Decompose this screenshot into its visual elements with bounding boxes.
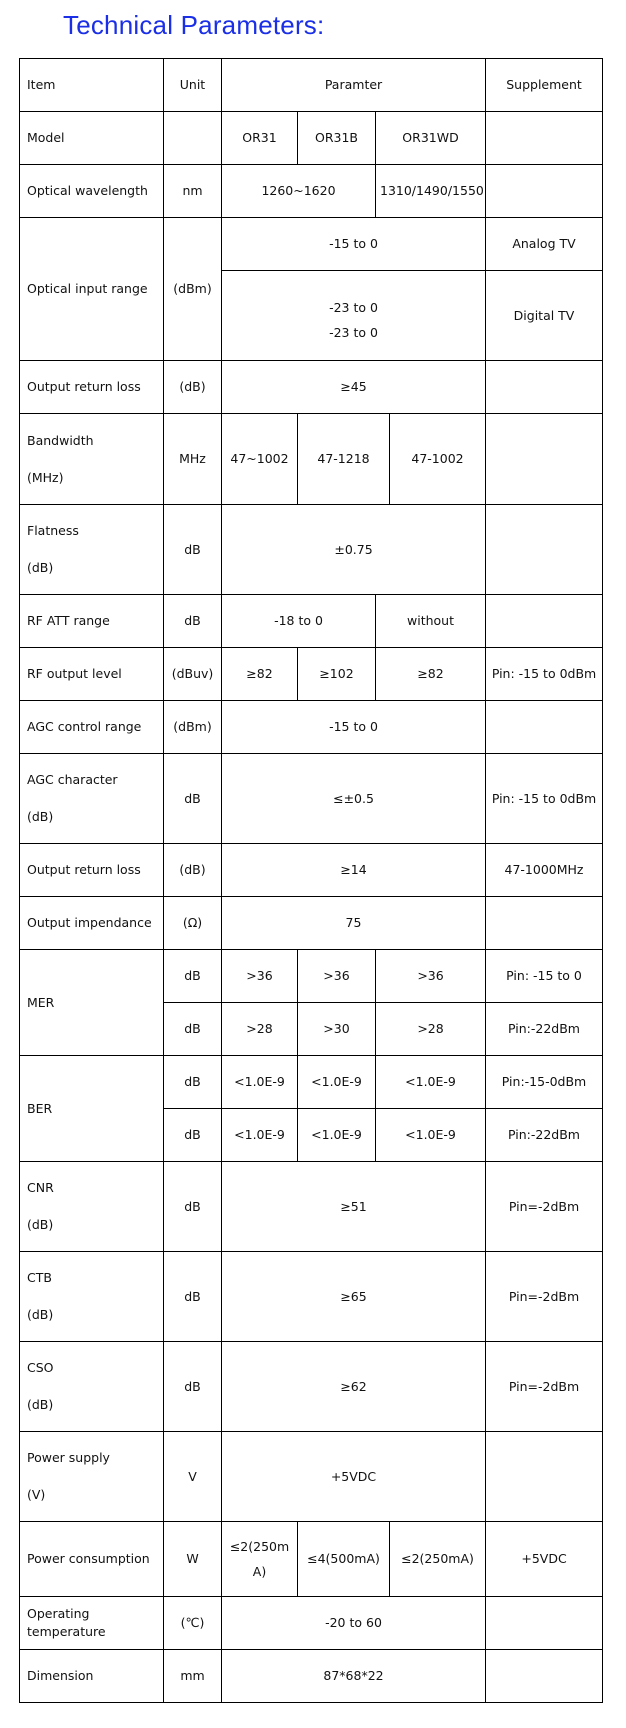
cso-unit: dB: [164, 1342, 222, 1432]
ctb-supplement: Pin=-2dBm: [486, 1252, 603, 1342]
ber-1-unit: dB: [164, 1056, 222, 1109]
ber-1-supplement: Pin:-15-0dBm: [486, 1056, 603, 1109]
header-supplement: Supplement: [486, 59, 603, 112]
flatness-supplement: [486, 505, 603, 595]
mer-1-value-1: >36: [222, 950, 298, 1003]
wavelength-unit: nm: [164, 165, 222, 218]
ctb-value: ≥65: [222, 1252, 486, 1342]
row-rf-output: [20, 648, 603, 701]
power-supply-value: +5VDC: [222, 1432, 486, 1522]
page-title: Technical Parameters:: [63, 10, 325, 40]
impedance-unit: (Ω): [164, 897, 222, 950]
power-consumption-supplement: +5VDC: [486, 1522, 603, 1597]
mer-2-unit: dB: [164, 1003, 222, 1056]
rf-output-unit: (dBuv): [164, 648, 222, 701]
bandwidth-value-3: 47-1002: [411, 451, 464, 466]
mer-2-value-3: >28: [376, 1003, 486, 1056]
rf-output-label: RF output level: [20, 648, 164, 701]
mer-2-supplement: Pin:-22dBm: [486, 1003, 603, 1056]
bandwidth-title: Bandwidth: [27, 432, 94, 448]
row-dimension: [20, 1650, 603, 1703]
rf-att-unit: dB: [164, 595, 222, 648]
bandwidth-supplement: [486, 414, 603, 505]
impedance-value: 75: [222, 897, 486, 950]
mer-1-supplement: Pin: -15 to 0: [486, 950, 603, 1003]
ctb-subtitle: (dB): [27, 1307, 54, 1322]
row-ber-1: [20, 1056, 603, 1109]
temperature-supplement: [486, 1597, 603, 1650]
power-supply-subtitle: (V): [27, 1487, 46, 1502]
power-consumption-value-1: ≤2(250mA): [222, 1522, 298, 1597]
row-temperature: [20, 1597, 603, 1650]
cnr-subtitle: (dB): [27, 1217, 54, 1232]
wavelength-value-1: 1260~1620: [222, 165, 376, 218]
power-consumption-value-2: ≤4(500mA): [298, 1522, 390, 1596]
ctb-unit: dB: [164, 1252, 222, 1342]
row-bandwidth: [20, 414, 603, 505]
ber-2-supplement: Pin:-22dBm: [486, 1109, 603, 1162]
rf-output-value-2: ≥102: [298, 648, 376, 701]
agc-char-unit: dB: [164, 754, 222, 844]
row-cnr: [20, 1162, 603, 1252]
input-range-digital-supplement: Digital TV: [486, 271, 603, 361]
dimension-supplement: [486, 1650, 603, 1703]
input-range-digital-line-2: -23 to 0: [329, 325, 378, 340]
row-model: [20, 112, 603, 165]
row-wavelength: [20, 165, 603, 218]
rf-output-value-1: ≥82: [222, 648, 298, 701]
agc-range-label: AGC control range: [20, 701, 164, 754]
row-power-consumption: [20, 1522, 603, 1597]
row-impedance: [20, 897, 603, 950]
model-value-3: OR31WD: [376, 112, 486, 165]
mer-1-value-3: >36: [376, 950, 486, 1003]
row-ctb: [20, 1252, 603, 1342]
ber-1-value-3: <1.0E-9: [376, 1056, 486, 1109]
cso-label: [20, 1342, 164, 1432]
return-loss-2-supplement: 47-1000MHz: [486, 844, 603, 897]
ber-2-value-2: <1.0E-9: [298, 1109, 376, 1162]
wavelength-supplement: [486, 165, 603, 218]
row-agc-range: [20, 701, 603, 754]
input-range-unit: (dBm): [164, 218, 222, 361]
input-range-analog-value: -15 to 0: [222, 218, 486, 271]
agc-char-label: [20, 754, 164, 844]
return-loss-1-label: Output return loss: [20, 361, 164, 414]
agc-char-subtitle: (dB): [27, 809, 54, 824]
ctb-title: CTB: [27, 1270, 52, 1285]
rf-att-label: RF ATT range: [20, 595, 164, 648]
row-return-loss-2: [20, 844, 603, 897]
agc-char-value: ≤±0.5: [222, 754, 486, 844]
mer-2-value-1: >28: [222, 1003, 298, 1056]
temperature-label: Operating temperature: [20, 1597, 164, 1650]
agc-range-unit: (dBm): [164, 701, 222, 754]
bandwidth-unit: MHz: [164, 414, 222, 505]
wavelength-value-2: 1310/1490/1550: [376, 165, 486, 218]
cso-value: ≥62: [222, 1342, 486, 1432]
ber-1-value-1: <1.0E-9: [222, 1056, 298, 1109]
cnr-value: ≥51: [222, 1162, 486, 1252]
return-loss-1-value: ≥45: [222, 361, 486, 414]
power-consumption-values-split: [298, 1522, 486, 1597]
wavelength-label: Optical wavelength: [20, 165, 164, 218]
rf-output-supplement: Pin: -15 to 0dBm: [486, 648, 603, 701]
power-consumption-unit: W: [164, 1522, 222, 1597]
technical-parameters-table: [19, 58, 603, 1703]
return-loss-1-unit: (dB): [164, 361, 222, 414]
power-supply-title: Power supply: [27, 1450, 110, 1465]
bandwidth-value-2: 47-1218: [298, 414, 390, 504]
cnr-supplement: Pin=-2dBm: [486, 1162, 603, 1252]
return-loss-1-supplement: [486, 361, 603, 414]
mer-1-value-2: >36: [298, 950, 376, 1003]
bandwidth-label: [20, 414, 164, 505]
model-label: Model: [20, 112, 164, 165]
model-value-2: OR31B: [298, 112, 376, 165]
power-supply-supplement: [486, 1432, 603, 1522]
header-item: Item: [20, 59, 164, 112]
cso-subtitle: (dB): [27, 1397, 54, 1412]
cnr-label: [20, 1162, 164, 1252]
flatness-value: ±0.75: [222, 505, 486, 595]
header-row: [20, 59, 603, 112]
agc-range-supplement: [486, 701, 603, 754]
header-parameter: Paramter: [222, 59, 486, 112]
flatness-subtitle: (dB): [27, 560, 54, 575]
header-unit: Unit: [164, 59, 222, 112]
temperature-unit: (℃): [164, 1597, 222, 1650]
impedance-supplement: [486, 897, 603, 950]
ber-1-value-2: <1.0E-9: [298, 1056, 376, 1109]
power-supply-label: [20, 1432, 164, 1522]
row-input-range-analog: [20, 218, 603, 271]
return-loss-2-unit: (dB): [164, 844, 222, 897]
model-unit: [164, 112, 222, 165]
cso-supplement: Pin=-2dBm: [486, 1342, 603, 1432]
ctb-label: [20, 1252, 164, 1342]
row-mer-1: [20, 950, 603, 1003]
cso-title: CSO: [27, 1360, 54, 1375]
power-consumption-value-3: ≤2(250mA): [401, 1551, 474, 1566]
return-loss-2-label: Output return loss: [20, 844, 164, 897]
model-supplement: [486, 112, 603, 165]
rf-att-value-2: without: [376, 595, 486, 648]
ber-2-unit: dB: [164, 1109, 222, 1162]
mer-label: MER: [20, 950, 164, 1056]
rf-att-supplement: [486, 595, 603, 648]
ber-2-value-3: <1.0E-9: [376, 1109, 486, 1162]
return-loss-2-value: ≥14: [222, 844, 486, 897]
mer-1-unit: dB: [164, 950, 222, 1003]
cnr-title: CNR: [27, 1180, 54, 1195]
agc-char-title: AGC character: [27, 772, 118, 787]
rf-output-value-3: ≥82: [376, 648, 486, 701]
input-range-label: Optical input range: [20, 218, 164, 361]
row-power-supply: [20, 1432, 603, 1522]
input-range-analog-supplement: Analog TV: [486, 218, 603, 271]
power-consumption-label: Power consumption: [20, 1522, 164, 1597]
dimension-label: Dimension: [20, 1650, 164, 1703]
bandwidth-value-1: 47~1002: [222, 414, 298, 505]
bandwidth-subtitle: (MHz): [27, 469, 64, 485]
temperature-value: -20 to 60: [222, 1597, 486, 1650]
agc-range-value: -15 to 0: [222, 701, 486, 754]
power-supply-unit: V: [164, 1432, 222, 1522]
ber-label: BER: [20, 1056, 164, 1162]
input-range-digital-line-1: -23 to 0: [329, 300, 378, 315]
agc-char-supplement: Pin: -15 to 0dBm: [486, 754, 603, 844]
bandwidth-values-split: [298, 414, 486, 505]
dimension-value: 87*68*22: [222, 1650, 486, 1703]
row-agc-character: [20, 754, 603, 844]
flatness-title: Flatness: [27, 523, 79, 538]
impedance-label: Output impendance: [20, 897, 164, 950]
cnr-unit: dB: [164, 1162, 222, 1252]
ber-2-value-1: <1.0E-9: [222, 1109, 298, 1162]
rf-att-value-1: -18 to 0: [222, 595, 376, 648]
row-return-loss-1: [20, 361, 603, 414]
mer-2-value-2: >30: [298, 1003, 376, 1056]
dimension-unit: mm: [164, 1650, 222, 1703]
row-flatness: [20, 505, 603, 595]
flatness-label: [20, 505, 164, 595]
row-cso: [20, 1342, 603, 1432]
row-rf-att: [20, 595, 603, 648]
model-value-1: OR31: [222, 112, 298, 165]
flatness-unit: dB: [164, 505, 222, 595]
input-range-digital-value: [222, 271, 486, 361]
